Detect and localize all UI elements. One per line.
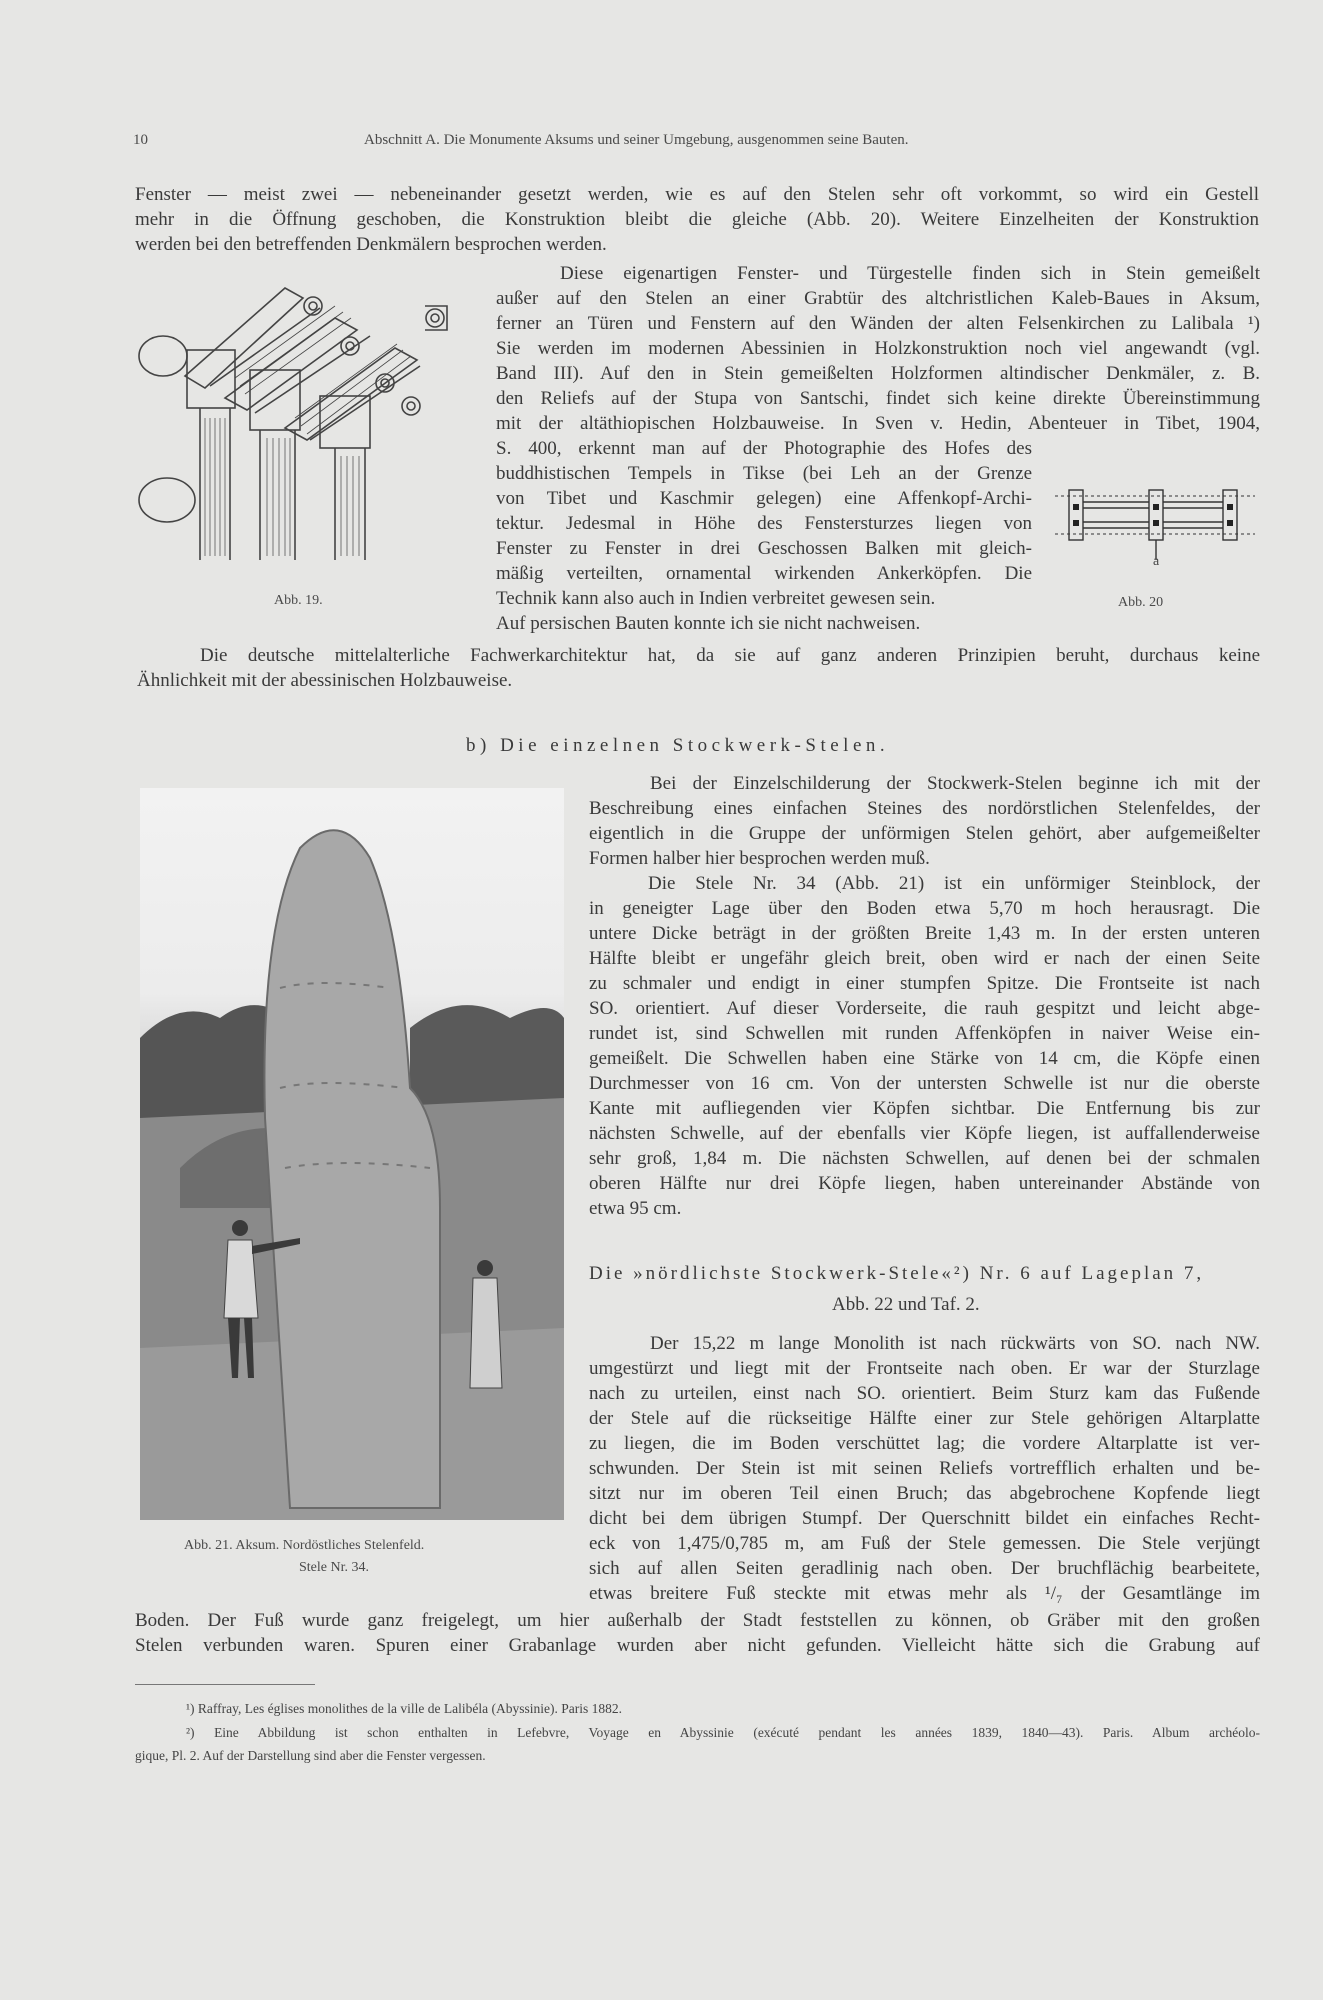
text-line: mäßig verteilten, ornamental wirkenden Ankerköpfen. Die [496, 563, 1032, 584]
figure-21-photo [140, 788, 564, 1520]
column-line: Durchmesser von 16 cm. Von der untersten Schwelle ist nur die oberste [589, 1073, 1260, 1094]
column-line: Bei der Einzelschilderung der Stockwerk-Stelen beginne ich mit der [650, 773, 1260, 794]
column-line: rundet ist, sind Schwellen mit runden Affenköpfen in naiver Weise ein- [589, 1023, 1260, 1044]
text-line: buddhistischen Tempels in Tikse (bei Leh an der Grenze [496, 463, 1032, 484]
figure-21-caption-line2: Stele Nr. 34. [299, 1560, 369, 1575]
figure-20-label: a [1153, 554, 1160, 569]
text-line: Band III). Auf den in Stein gemeißelten Holzformen altindischer Denkmäler, z. B. [496, 363, 1260, 384]
text-line: Auf persischen Bauten konnte ich sie nicht nachweisen. [496, 613, 921, 634]
column-line: etwa 95 cm. [589, 1198, 682, 1219]
text-line: Boden. Der Fuß wurde ganz freigelegt, um hier außerhalb der Stadt feststellen zu können, ob Gräber mit den großen [135, 1610, 1260, 1631]
column-line: zu schmaler und endigt in einer stumpfen Spitze. Die Frontseite ist nach [589, 973, 1260, 994]
text-line: Diese eigenartigen Fenster- und Türgestelle finden sich in Stein gemeißelt [560, 263, 1260, 284]
column-line: dicht bei dem übrigen Stumpf. Der Querschnitt bildet ein einfaches Recht- [589, 1508, 1260, 1529]
column-line: sehr groß, 1,84 m. Die nächsten Schwellen, auf denen bei der schmalen [589, 1148, 1260, 1169]
stele-photo-illustration [140, 788, 564, 1520]
text-line: Technik kann also auch in Indien verbreitet gewesen sein. [496, 588, 936, 609]
text-line: Sie werden im modernen Abessinien in Holzkonstruktion noch viel angewandt (vgl. [496, 338, 1260, 359]
column-line: nach zu urteilen, einst nach SO. orientiert. Beim Sturz kam das Fußende [589, 1383, 1260, 1404]
figure-20-caption: Abb. 20 [1118, 595, 1164, 610]
column-line: eck von 1,475/0,785 m, am Fuß der Stele gemessen. Die Stele verjüngt [589, 1533, 1260, 1554]
column-line: Hälfte bleibt er ungefähr gleich breit, oben wird er nach der einen Seite [589, 948, 1260, 969]
column-line: sich auf allen Seiten geradlinig nach oben. Der bruchflächig bearbeitete, [589, 1558, 1260, 1579]
column-line: nächsten Schwelle, auf der ebenfalls vier Köpfe liegen, ist auffallenderweise [589, 1123, 1260, 1144]
intro-line: werden bei den betreffenden Denkmälern besprochen werden. [135, 234, 607, 255]
text-line: außer auf den Stelen an einer Grabtür des altchristlichen Kaleb-Baues in Aksum, [496, 288, 1260, 309]
text-line: mit der altäthiopischen Holzbauweise. In Sven v. Hedin, Abenteuer in Tibet, 1904, [496, 413, 1260, 434]
column-line: gemeißelt. Die Schwellen haben eine Stärke von 14 cm, die Köpfe einen [589, 1048, 1260, 1069]
column-line: etwas breitere Fuß steckte mit etwas mehr als ¹/₇ der Gesamtlänge im [589, 1583, 1260, 1604]
text-line: tektur. Jedesmal in Höhe des Fenstersturzes liegen von [496, 513, 1032, 534]
subheading-line2: Abb. 22 und Taf. 2. [832, 1294, 980, 1315]
footnote-2-continued: gique, Pl. 2. Auf der Darstellung sind aber die Fenster vergessen. [135, 1748, 486, 1763]
column-line: Die Stele Nr. 34 (Abb. 21) ist ein unförmiger Steinblock, der [648, 873, 1260, 894]
text-line: Die deutsche mittelalterliche Fachwerkarchitektur hat, da sie auf ganz anderen Prinzipien beruht, durchaus keine [200, 645, 1260, 666]
text-line: Ähnlichkeit mit der abessinischen Holzbauweise. [137, 670, 513, 691]
column-line: schwunden. Der Stein ist mit seinen Reliefs vortrefflich erhalten und be- [589, 1458, 1260, 1479]
footnote-1: ¹) Raffray, Les églises monolithes de la ville de Lalibéla (Abyssinie). Paris 1882. [186, 1701, 622, 1716]
figure-19-caption: Abb. 19. [274, 593, 323, 608]
text-line: ferner an Türen und Fenstern auf den Wänden der alten Felsenkirchen zu Lalibala ¹) [496, 313, 1260, 334]
running-title: Abschnitt A. Die Monumente Aksums und seiner Umgebung, ausgenommen seine Bauten. [364, 132, 909, 148]
column-line: zu liegen, die im Boden verschüttet lag; die vordere Altarplatte ist ver- [589, 1433, 1260, 1454]
column-line: Formen halber hier besprochen werden muß. [589, 848, 930, 869]
figure-19-drawing [135, 278, 470, 568]
column-line: in geneigter Lage über den Boden etwa 5,70 m hoch herausragt. Die [589, 898, 1260, 919]
column-line: eigentlich in die Gruppe der unförmigen Stelen gehört, aber aufgemeißelter [589, 823, 1260, 844]
column-line: oberen Hälfte nur drei Köpfe liegen, haben untereinander Abstände von [589, 1173, 1260, 1194]
page-number: 10 [133, 132, 148, 148]
text-line: den Reliefs auf der Stupa von Santschi, findet sich keine direkte Übereinstimmung [496, 388, 1260, 409]
column-line: umgestürzt und liegt mit der Frontseite nach oben. Er war der Sturzlage [589, 1358, 1260, 1379]
intro-line: mehr in die Öffnung geschoben, die Konstruktion bleibt die gleiche (Abb. 20). Weitere Einzelheiten der Konstruktion [135, 209, 1259, 230]
column-line: sitzt nur im oberen Teil einen Bruch; das abgebrochene Kopfende liegt [589, 1483, 1260, 1504]
figure-21-caption-line1: Abb. 21. Aksum. Nordöstliches Stelenfeld. [184, 1538, 425, 1553]
text-line: Fenster zu Fenster in drei Geschossen Balken mit gleich- [496, 538, 1032, 559]
column-line: Kante mit aufliegenden vier Köpfen sichtbar. Die Entfernung bis zur [589, 1098, 1260, 1119]
column-line: SO. orientiert. Auf dieser Vorderseite, die rauh gespitzt und leicht abge- [589, 998, 1260, 1019]
column-line: der Stele auf die rückseitige Hälfte einer zur Stele gehörigen Altarplatte [589, 1408, 1260, 1429]
intro-line: Fenster — meist zwei — nebeneinander gesetzt werden, wie es auf den Stelen sehr oft vorkommt, so wird ein Gestell [135, 184, 1259, 205]
text-line: Stelen verbunden waren. Spuren einer Grabanlage wurden aber nicht gefunden. Vielleicht hätte sich die Grabung auf [135, 1635, 1260, 1656]
column-line: untere Dicke beträgt in der größten Breite 1,43 m. In der ersten unteren [589, 923, 1260, 944]
column-line: Beschreibung eines einfachen Steines des nordörstlichen Stelenfeldes, der [589, 798, 1260, 819]
subheading-line1: Die »nördlichste Stockwerk-Stele«²) Nr. 6 auf Lageplan 7, [589, 1263, 1205, 1284]
text-line: S. 400, erkennt man auf der Photographie des Hofes des [496, 438, 1032, 459]
footnote-divider [135, 1684, 315, 1685]
section-heading: b) Die einzelnen Stockwerk-Stelen. [466, 735, 890, 756]
text-line: von Tibet und Kaschmir gelegen) eine Affenkopf-Archi- [496, 488, 1032, 509]
footnote-2: ²) Eine Abbildung ist schon enthalten in Lefebvre, Voyage en Abyssinie (exécuté pendant les années 1839, 1840—43). Paris. Album archéolo- [186, 1725, 1260, 1740]
column-line: Der 15,22 m lange Monolith ist nach rückwärts von SO. nach NW. [650, 1333, 1260, 1354]
